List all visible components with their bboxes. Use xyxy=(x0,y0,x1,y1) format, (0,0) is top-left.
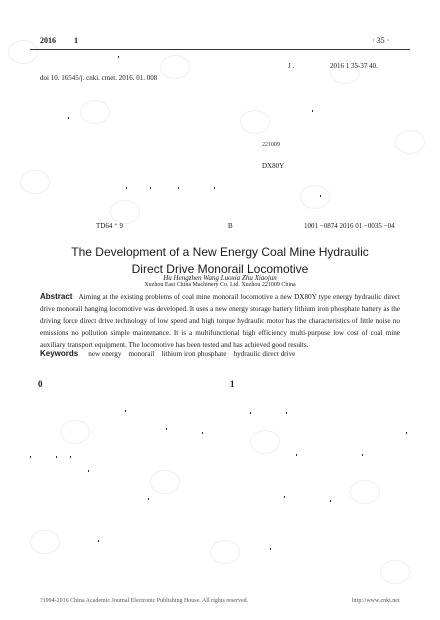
document-code: B xyxy=(228,222,233,230)
footer-url: http://www.cnki.net xyxy=(352,598,400,604)
clc-number: TD64 ⁺ 9 xyxy=(96,222,124,230)
article-number: 1001 −0874 2016 01 −0035 −04 xyxy=(304,222,395,230)
section-heading-0: 0 xyxy=(38,379,43,389)
header-rule xyxy=(30,49,410,50)
author-names: Hu Hengzhen Wang Luoxia Zhu Xiaojun xyxy=(163,274,277,282)
keyword-item: lithium iron phosphate xyxy=(161,350,227,358)
postcode: 221009 xyxy=(262,142,280,148)
title-line-2: Direct Drive Monorail Locomotive xyxy=(131,262,309,276)
abstract-label: Abstract xyxy=(40,292,73,301)
keyword-item: monorail xyxy=(128,350,155,358)
doi-line: doi 10. 16545/j. cnki. cmet. 2016. 01. 008 xyxy=(40,74,158,82)
copyright-footer: ?1994-2016 China Academic Journal Electronic Publishing House. All rights reserved. xyxy=(40,598,249,604)
keyword-item: hydraulic direct drive xyxy=(233,350,296,358)
keyword-item: new energy xyxy=(88,350,122,358)
author-affiliation: Xuzhou East China Machinery Co. Ltd. Xuzhou 221009 China xyxy=(144,282,296,288)
title-line-1: The Development of a New Energy Coal Mine Hydraulic xyxy=(71,245,369,259)
keywords xyxy=(40,349,302,358)
header-year: 2016 xyxy=(40,36,56,45)
citation-journal-mark: J . xyxy=(288,62,295,70)
abstract-text: Aiming at the existing problems of coal mine monorail locomotive a new DX80Y type energy hydraulic direct drive monorail hanging locomotive was developed. It uses a new energy storage battery lithium iron phosphate battery as the driving force direct drive technology of low speed and high torque hydraulic motor has the characteristics of little noise no emissions no pollution simple maintenance. It is a multifunctional high efficiency multi-purpose low cost of coal mine auxiliary transport equipment. The locomotive has been tested and has achieved good results. xyxy=(40,293,400,349)
keywords-label: Keywords xyxy=(40,349,79,358)
citation-ref: 2016 1 35-37 40. xyxy=(330,62,378,70)
product-model: DX80Y xyxy=(262,162,285,170)
section-heading-1: 1 xyxy=(230,379,235,389)
header-issue: 1 xyxy=(74,36,78,45)
header-page-number: · 35 · xyxy=(372,36,390,45)
abstract xyxy=(40,291,400,352)
